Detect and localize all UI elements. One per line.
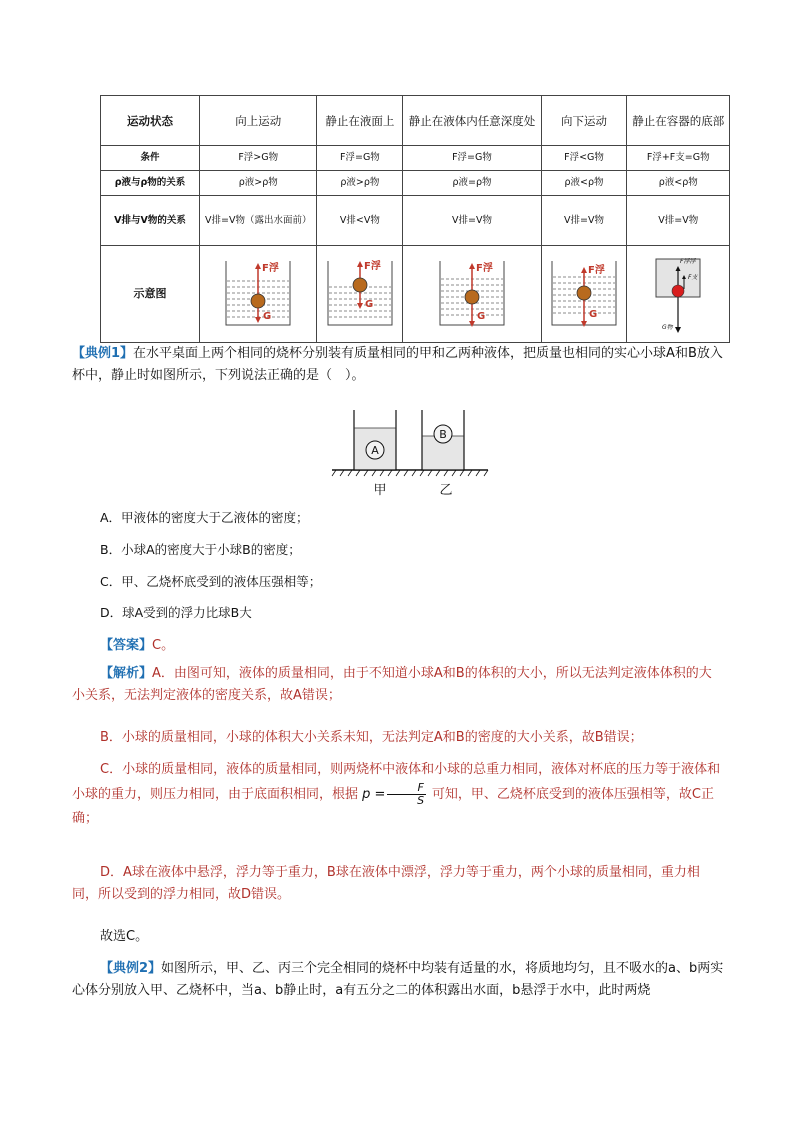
example2-tag: 【典例2】 [100, 961, 162, 976]
beaker-diagram [220, 253, 296, 331]
diagram-downward [541, 246, 627, 343]
density-row [101, 171, 730, 196]
option-d: D．球A受到的浮力比球B大 [100, 605, 252, 620]
diagram-suspended [403, 246, 541, 343]
analysis-b: B．小球的质量相同，小球的体积大小关系未知，无法判定A和B的密度的大小关系，故B错误； [100, 730, 643, 745]
diagram-bottom [627, 246, 730, 343]
formula-p: p = [362, 787, 386, 802]
table-cell: ρ液=ρ物 [403, 171, 541, 196]
header-cell: 向下运动 [541, 96, 627, 146]
formula-numerator: F [387, 782, 425, 795]
header-cell: 静止在液体内任意深度处 [403, 96, 541, 146]
svg-text:F浮: F浮 [588, 264, 605, 276]
header-cell: 静止在液面上 [317, 96, 403, 146]
analysis-c-text-1: C．小球的质量相同，液体的质量相同，则两烧杯中液体和小球的总重力相同，液体对杯底的压力等于液体和小球的重力，则压力相同，由于底面积相同，根据 [72, 762, 721, 802]
svg-text:G物: G物 [662, 323, 673, 331]
ball-b-label: B [439, 428, 447, 441]
beaker-diagram [546, 253, 622, 331]
header-cell: 运动状态 [101, 96, 200, 146]
svg-text:G: G [589, 308, 598, 320]
table-header-row [101, 96, 730, 146]
table-cell: F浮=G物 [317, 146, 403, 171]
svg-text:G: G [476, 310, 486, 322]
table-cell: V排=V物（露出水面前） [200, 196, 317, 246]
row-label: V排与V物的关系 [101, 196, 200, 246]
label-yi: 乙 [439, 483, 453, 498]
example2-question [72, 958, 724, 1002]
row-label: 条件 [101, 146, 200, 171]
beaker-diagram [322, 253, 398, 331]
buoyancy-summary-table [100, 95, 730, 343]
formula-fraction [387, 782, 425, 807]
table-cell: F浮+F支=G物 [627, 146, 730, 171]
analysis-a-text: A．由图可知，液体的质量相同，由于不知道小球A和B的体积的大小，所以无法判定液体体积的大小关系，无法判定液体的密度关系，故A错误； [72, 666, 712, 703]
option-a: A．甲液体的密度大于乙液体的密度； [100, 510, 309, 525]
table-cell: ρ液<ρ物 [541, 171, 627, 196]
diagram-row [101, 246, 730, 343]
example1-question-text: 在水平桌面上两个相同的烧杯分别装有质量相同的甲和乙两种液体，把质量也相同的实心小球A和B放入杯中，静止时如图所示，下列说法正确的是（ ）。 [72, 346, 723, 383]
table-cell: V排=V物 [627, 196, 730, 246]
analysis-c-text-2: 可知，甲、乙烧杯底受到的液体压强相等，故C正确； [72, 787, 714, 826]
header-cell: 静止在容器的底部 [627, 96, 730, 146]
table-cell: F浮>G物 [200, 146, 317, 171]
svg-text:G: G [263, 310, 272, 322]
example2-question-text: 如图所示，甲、乙、丙三个完全相同的烧杯中均装有适量的水，将质地均匀，且不吸水的a、b两实心体分别放入甲、乙烧杯中，当a、b静止时，a有五分之二的体积露出水面，b悬浮于水中，此时两烧 [72, 961, 724, 998]
example1-tag: 【典例1】 [72, 346, 134, 361]
answer-text: C。 [152, 638, 175, 653]
beaker-diagram [640, 249, 716, 335]
table-cell: F浮<G物 [541, 146, 627, 171]
analysis-c [72, 758, 724, 831]
example1-figure [330, 408, 490, 500]
example1-question [72, 343, 724, 387]
table-cell: F浮=G物 [403, 146, 541, 171]
conclusion: 故选C。 [100, 929, 149, 944]
option-c: C．甲、乙烧杯底受到的液体压强相等； [100, 574, 322, 589]
diagram-floating [317, 246, 403, 343]
row-label: 示意图 [101, 246, 200, 343]
ball-a-label: A [371, 444, 379, 457]
answer-tag: 【答案】 [100, 638, 153, 653]
svg-text:F浮: F浮 [363, 260, 381, 272]
volume-row [101, 196, 730, 246]
svg-text:F支: F支 [688, 273, 698, 281]
table-cell: ρ液>ρ物 [200, 171, 317, 196]
svg-text:F浮: F浮 [475, 262, 493, 274]
table-cell: ρ液>ρ物 [317, 171, 403, 196]
header-cell: 向上运动 [200, 96, 317, 146]
formula-denominator: S [417, 794, 425, 807]
beaker-diagram [434, 253, 510, 331]
analysis-tag: 【解析】 [100, 666, 153, 681]
option-b: B．小球A的密度大于小球B的密度； [100, 542, 301, 557]
svg-text:G: G [364, 298, 374, 310]
analysis-d: D．A球在液体中悬浮，浮力等于重力，B球在液体中漂浮，浮力等于重力，两个小球的质量相同，重力相同，所以受到的浮力相同，故D错误。 [72, 865, 700, 902]
svg-text:F浮: F浮 [262, 262, 280, 274]
table-cell: ρ液<ρ物 [627, 171, 730, 196]
table-cell: V排=V物 [403, 196, 541, 246]
row-label: ρ液与ρ物的关系 [101, 171, 200, 196]
condition-row [101, 146, 730, 171]
answer-line [100, 635, 752, 657]
label-jia: 甲 [373, 483, 387, 498]
svg-text:F浮浮: F浮浮 [680, 257, 696, 265]
table-cell: V排=V物 [541, 196, 627, 246]
diagram-upward [200, 246, 317, 343]
table-cell: V排<V物 [317, 196, 403, 246]
analysis-a [72, 663, 724, 707]
